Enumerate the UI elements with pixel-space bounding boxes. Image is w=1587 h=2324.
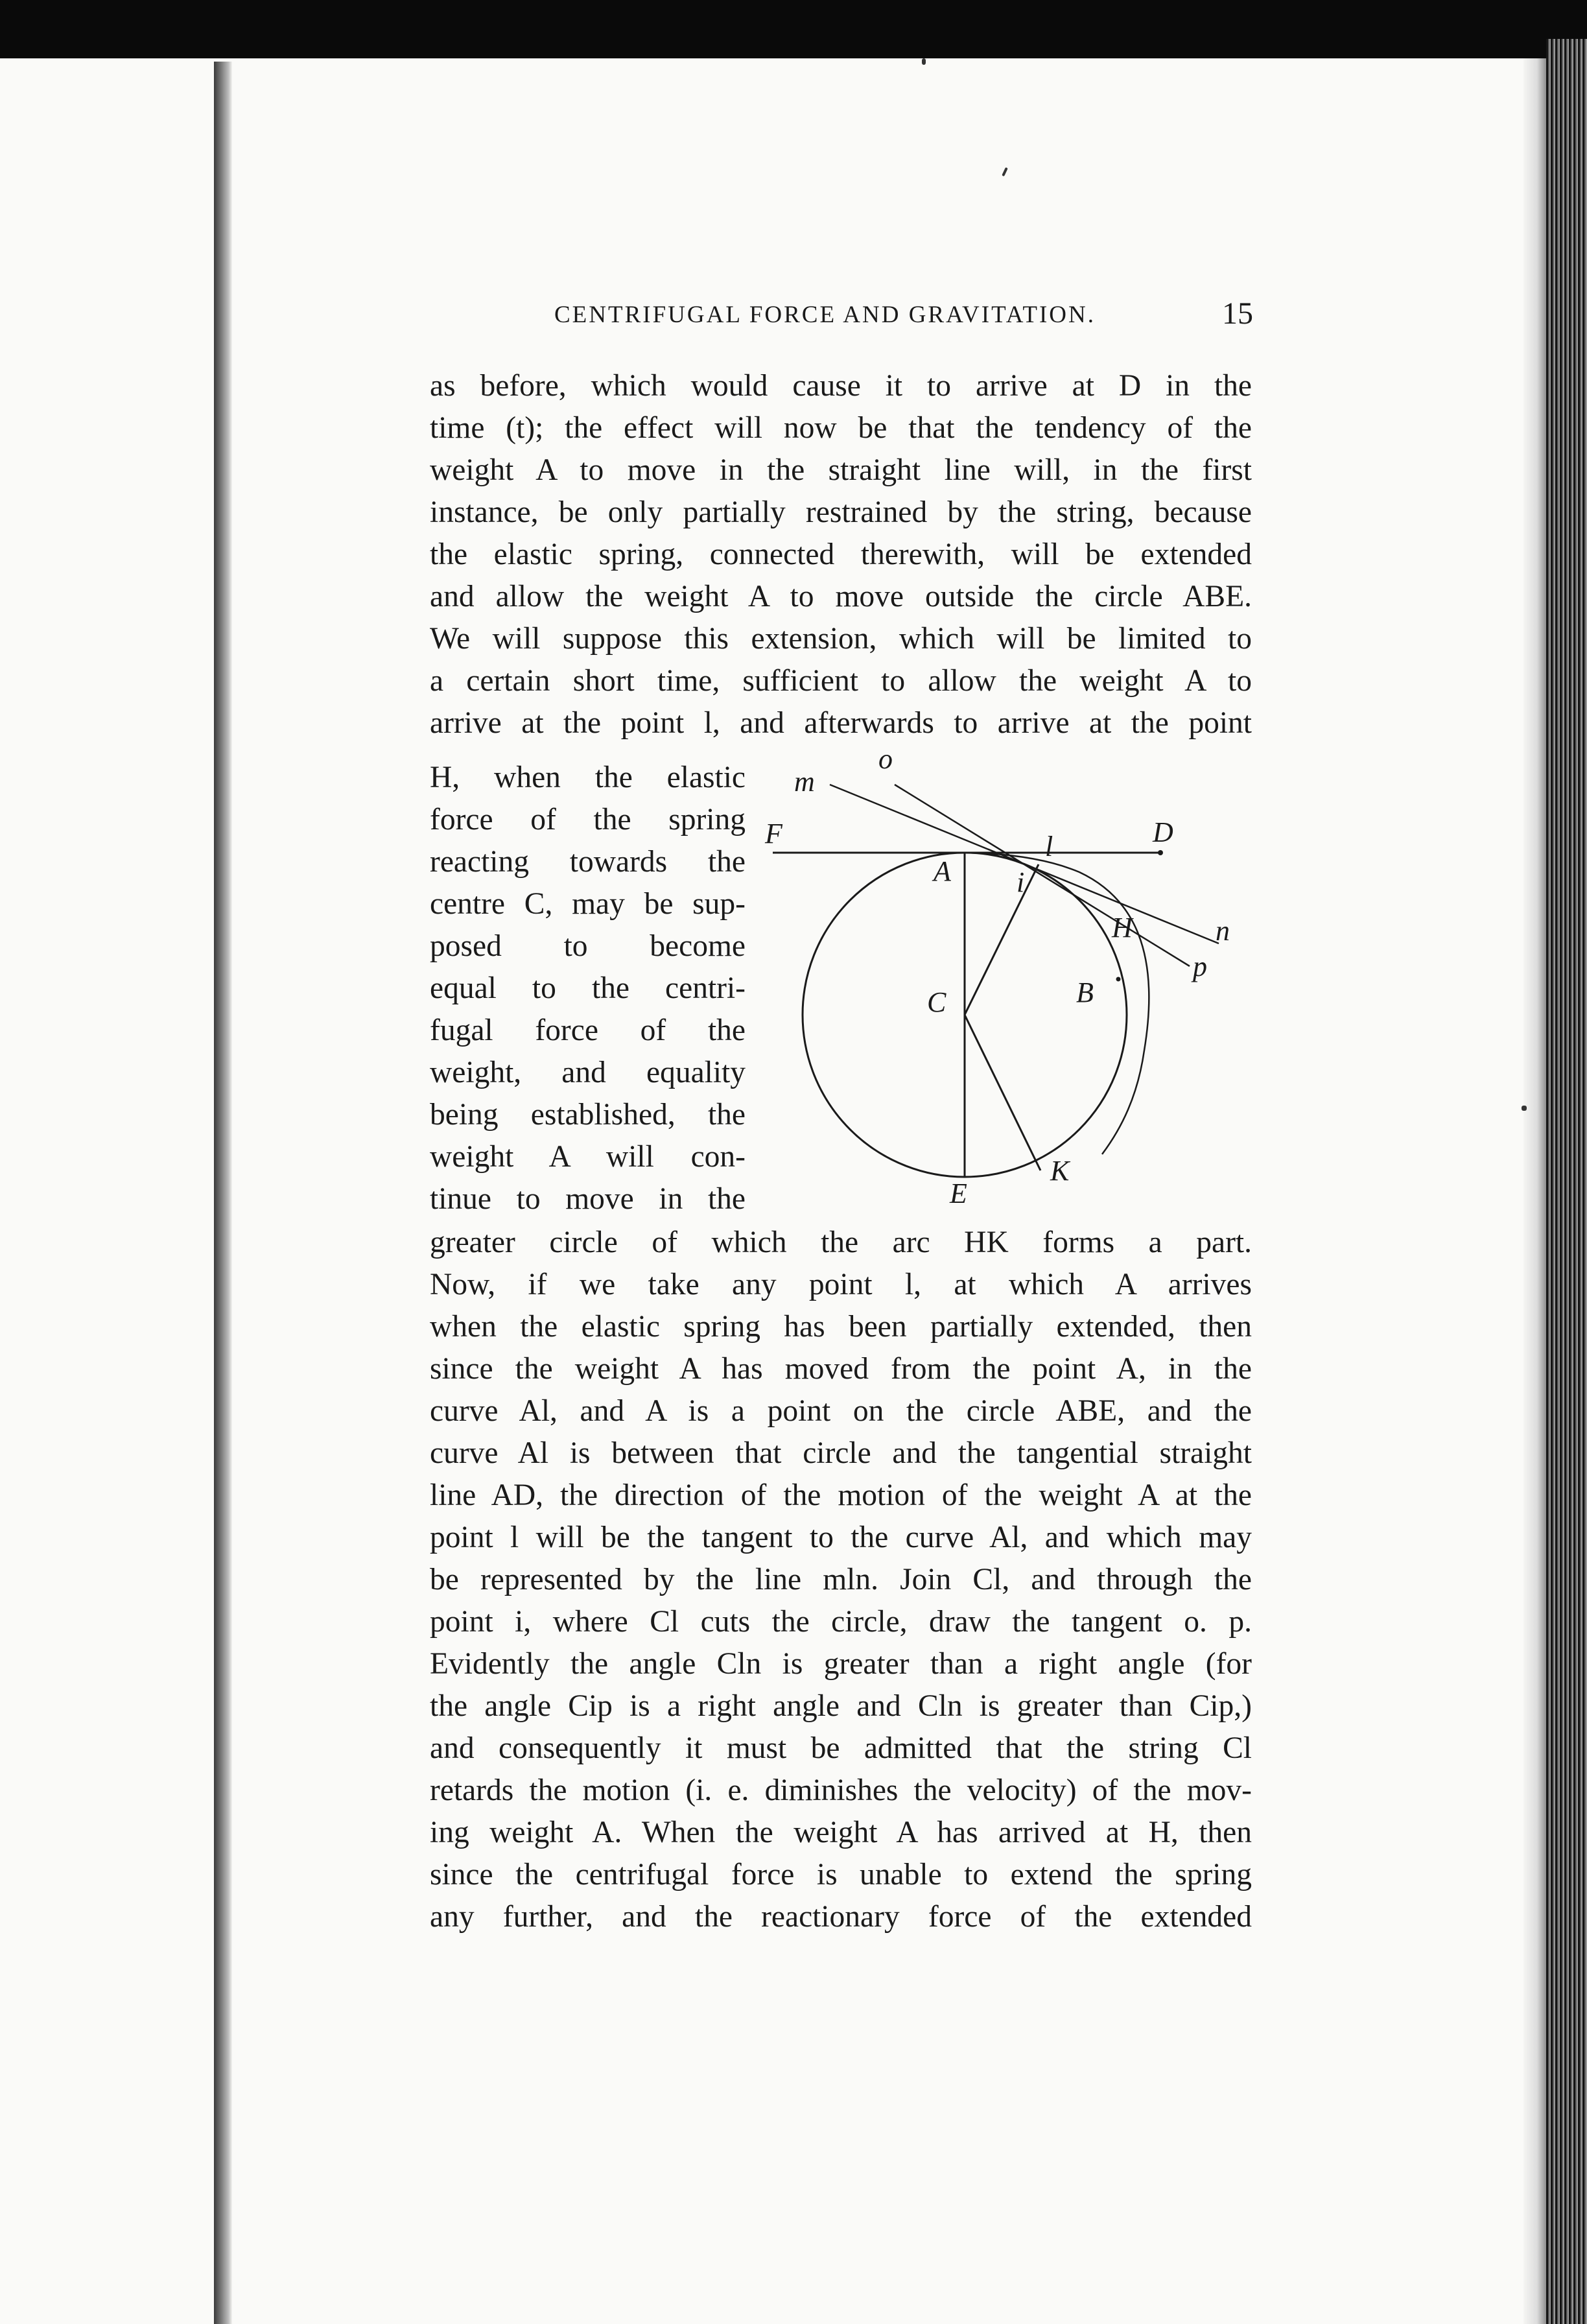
outer-curve-hk	[965, 853, 1149, 1154]
page-stack-edge-right	[1546, 39, 1587, 2324]
label-a: A	[934, 855, 951, 887]
line-cl	[965, 864, 1039, 1015]
label-p: p	[1193, 951, 1207, 982]
text-line: the elastic spring, connected therewith, will be extended	[430, 538, 1252, 571]
text-line: tinue to move in the	[430, 1182, 746, 1216]
text-line: weight A to move in the straight line will, in the first	[430, 453, 1252, 487]
scan-speck	[1522, 1106, 1527, 1111]
page-edge-shadow-right	[1523, 58, 1546, 2324]
label-n: n	[1216, 915, 1230, 947]
text-line: being established, the	[430, 1098, 746, 1132]
running-header	[554, 296, 1261, 335]
label-l: l	[1045, 831, 1053, 862]
text-line: curve Al is between that circle and the tangential straight	[430, 1436, 1252, 1470]
text-line: point l will be the tangent to the curve Al, and which may	[430, 1521, 1252, 1554]
text-line: and consequently it must be admitted that the string Cl	[430, 1731, 1252, 1765]
text-line: and allow the weight A to move outside the circle ABE.	[430, 580, 1252, 613]
scan-speck	[922, 58, 926, 65]
label-i: i	[1017, 866, 1025, 898]
line-ck	[965, 1015, 1040, 1170]
text-line: point i, where Cl cuts the circle, draw the tangent o. p.	[430, 1605, 1252, 1639]
text-line: centre C, may be sup-	[430, 887, 746, 921]
label-k: K	[1050, 1155, 1070, 1187]
text-line: retards the motion (i. e. diminishes the velocity) of the mov-	[430, 1773, 1252, 1807]
text-line: greater circle of which the arc HK forms a part.	[430, 1226, 1252, 1259]
text-line: equal to the centri-	[430, 971, 746, 1005]
text-line: since the weight A has moved from the point A, in the	[430, 1352, 1252, 1386]
text-line: time (t); the effect will now be that the tendency of the	[430, 411, 1252, 445]
text-line: H, when the elastic	[430, 761, 746, 794]
text-line: weight, and equality	[430, 1056, 746, 1089]
label-c: C	[927, 986, 946, 1018]
label-e: E	[950, 1178, 967, 1209]
label-d: D	[1153, 816, 1173, 848]
paragraph-side	[430, 757, 746, 1220]
text-line: since the centrifugal force is unable to extend the spring	[430, 1858, 1252, 1891]
text-line: arrive at the point l, and afterwards to arrive at the point	[430, 706, 1252, 740]
text-line: when the elastic spring has been partially extended, then	[430, 1310, 1252, 1344]
label-b: B	[1076, 977, 1094, 1008]
text-line: weight A will con-	[430, 1140, 746, 1174]
text-line: any further, and the reactionary force of the extended	[430, 1900, 1252, 1934]
paragraph-bottom	[430, 1222, 1252, 1938]
paragraph-top	[430, 365, 1252, 744]
point-d-dot	[1158, 850, 1163, 855]
text-line: line AD, the direction of the motion of the weight A at the	[430, 1478, 1252, 1512]
page-number: 15	[1222, 296, 1253, 331]
text-line: a certain short time, sufficient to allow the weight A to	[430, 664, 1252, 698]
text-line: force of the spring	[430, 803, 746, 836]
label-f: F	[765, 818, 782, 849]
text-line: curve Al, and A is a point on the circle ABE, and the	[430, 1394, 1252, 1428]
text-line: as before, which would cause it to arrive at D in the	[430, 369, 1252, 403]
point-b-dot	[1116, 977, 1121, 982]
text-line: instance, be only partially restrained by the string, because	[430, 495, 1252, 529]
binding-shadow-left	[214, 62, 232, 2324]
geometry-diagram	[746, 739, 1271, 1219]
label-m: m	[794, 766, 815, 798]
text-line: posed to become	[430, 929, 746, 963]
text-line: reacting towards the	[430, 845, 746, 879]
text-line: Now, if we take any point l, at which A arrives	[430, 1268, 1252, 1301]
text-line: ing weight A. When the weight A has arrived at H, then	[430, 1816, 1252, 1849]
label-o: o	[878, 743, 893, 775]
text-line: We will suppose this extension, which will be limited to	[430, 622, 1252, 656]
text-line: fugal force of the	[430, 1014, 746, 1047]
label-h: H	[1112, 912, 1133, 943]
text-line: be represented by the line mln. Join Cl, and through the	[430, 1563, 1252, 1596]
text-line: the angle Cip is a right angle and Cln is greater than Cip,)	[430, 1689, 1252, 1723]
running-title: CENTRIFUGAL FORCE AND GRAVITATION.	[554, 302, 1096, 328]
text-line: Evidently the angle Cln is greater than a right angle (for	[430, 1647, 1252, 1681]
